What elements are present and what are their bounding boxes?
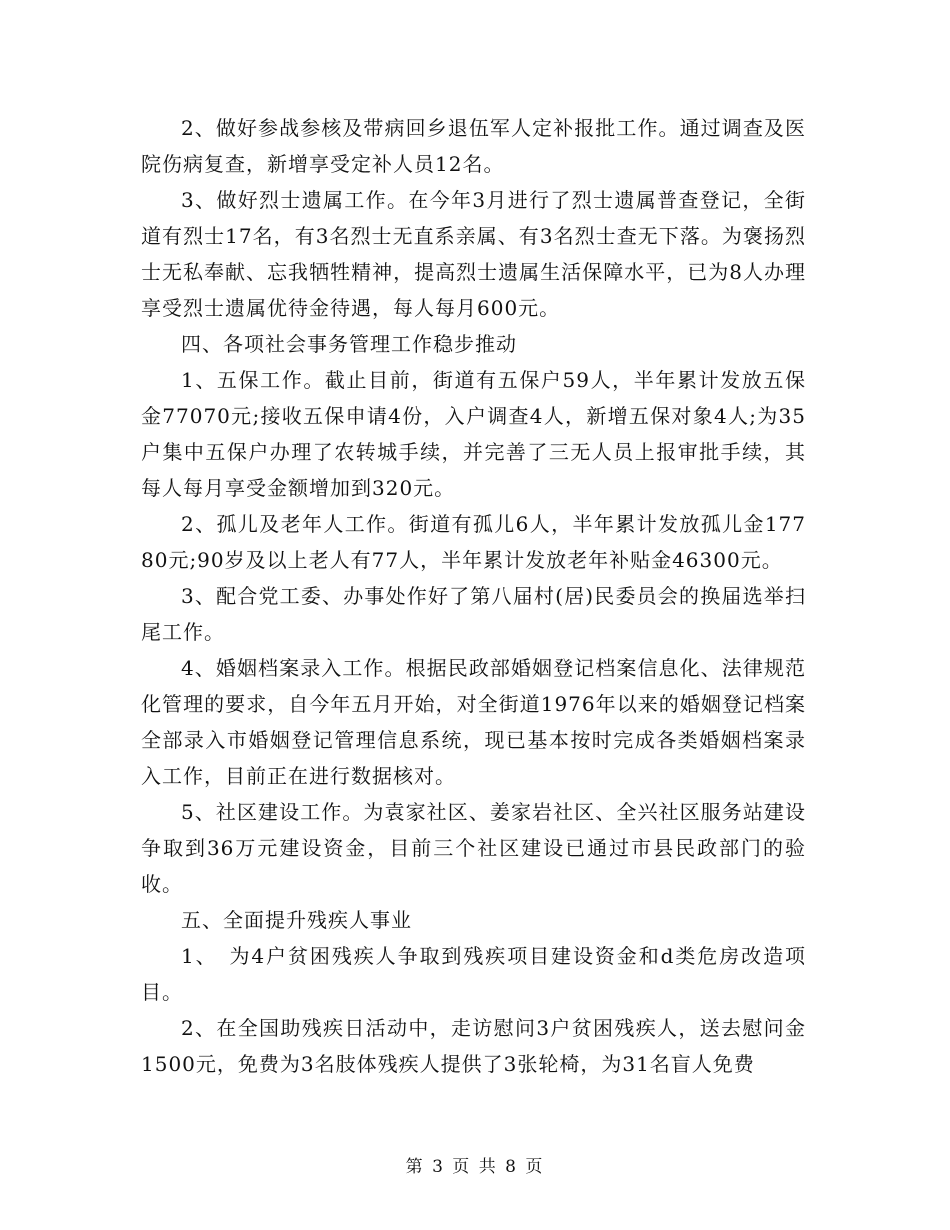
page-footer: 第 3 页 共 8 页: [405, 1157, 545, 1177]
document-body: [141, 110, 806, 1082]
section-heading-4: 四、各项社会事务管理工作稳步推动: [181, 332, 517, 356]
paragraph-9: 2、在全国助残疾日活动中，走访慰问3户贫困残疾人，送去慰问金1500元，免费为3名肢体残疾人提供了3张轮椅，为31名盲人免费: [141, 1016, 806, 1076]
paragraph-6: 4、婚姻档案录入工作。根据民政部婚姻登记档案信息化、法律规范化管理的要求，自今年五月开始，对全街道1976年以来的婚姻登记档案全部录入市婚姻登记管理信息系统，现已基本按时完成各类婚姻档案录入工作，目前正在进行数据核对。: [141, 656, 806, 788]
section-heading-5: 五、全面提升残疾人事业: [181, 908, 412, 932]
paragraph-7: 5、社区建设工作。为袁家社区、姜家岩社区、全兴社区服务站建设争取到36万元建设资金，目前三个社区建设已通过市县民政部门的验收。: [141, 800, 806, 896]
paragraph-2: 3、做好烈士遗属工作。在今年3月进行了烈士遗属普查登记，全街道有烈士17名，有3名烈士无直系亲属、有3名烈士查无下落。为褒扬烈士无私奉献、忘我牺牲精神，提高烈士遗属生活保障水平，已为8人办理享受烈士遗属优待金待遇，每人每月600元。: [141, 188, 806, 320]
paragraph-5: 3、配合党工委、办事处作好了第八届村(居)民委员会的换届选举扫尾工作。: [141, 584, 806, 644]
paragraph-1: 2、做好参战参核及带病回乡退伍军人定补报批工作。通过调查及医院伤病复查，新增享受定补人员12名。: [141, 116, 806, 176]
paragraph-8: 1、 为4户贫困残疾人争取到残疾项目建设资金和d类危房改造项目。: [141, 944, 806, 1004]
paragraph-4: 2、孤儿及老年人工作。街道有孤儿6人，半年累计发放孤儿金17780元;90岁及以上老人有77人，半年累计发放老年补贴金46300元。: [141, 512, 806, 572]
paragraph-3: 1、五保工作。截止目前，街道有五保户59人，半年累计发放五保金77070元;接收五保申请4份，入户调查4人，新增五保对象4人;为35户集中五保户办理了农转城手续，并完善了三无人员上报审批手续，其每人每月享受金额增加到320元。: [141, 368, 806, 500]
